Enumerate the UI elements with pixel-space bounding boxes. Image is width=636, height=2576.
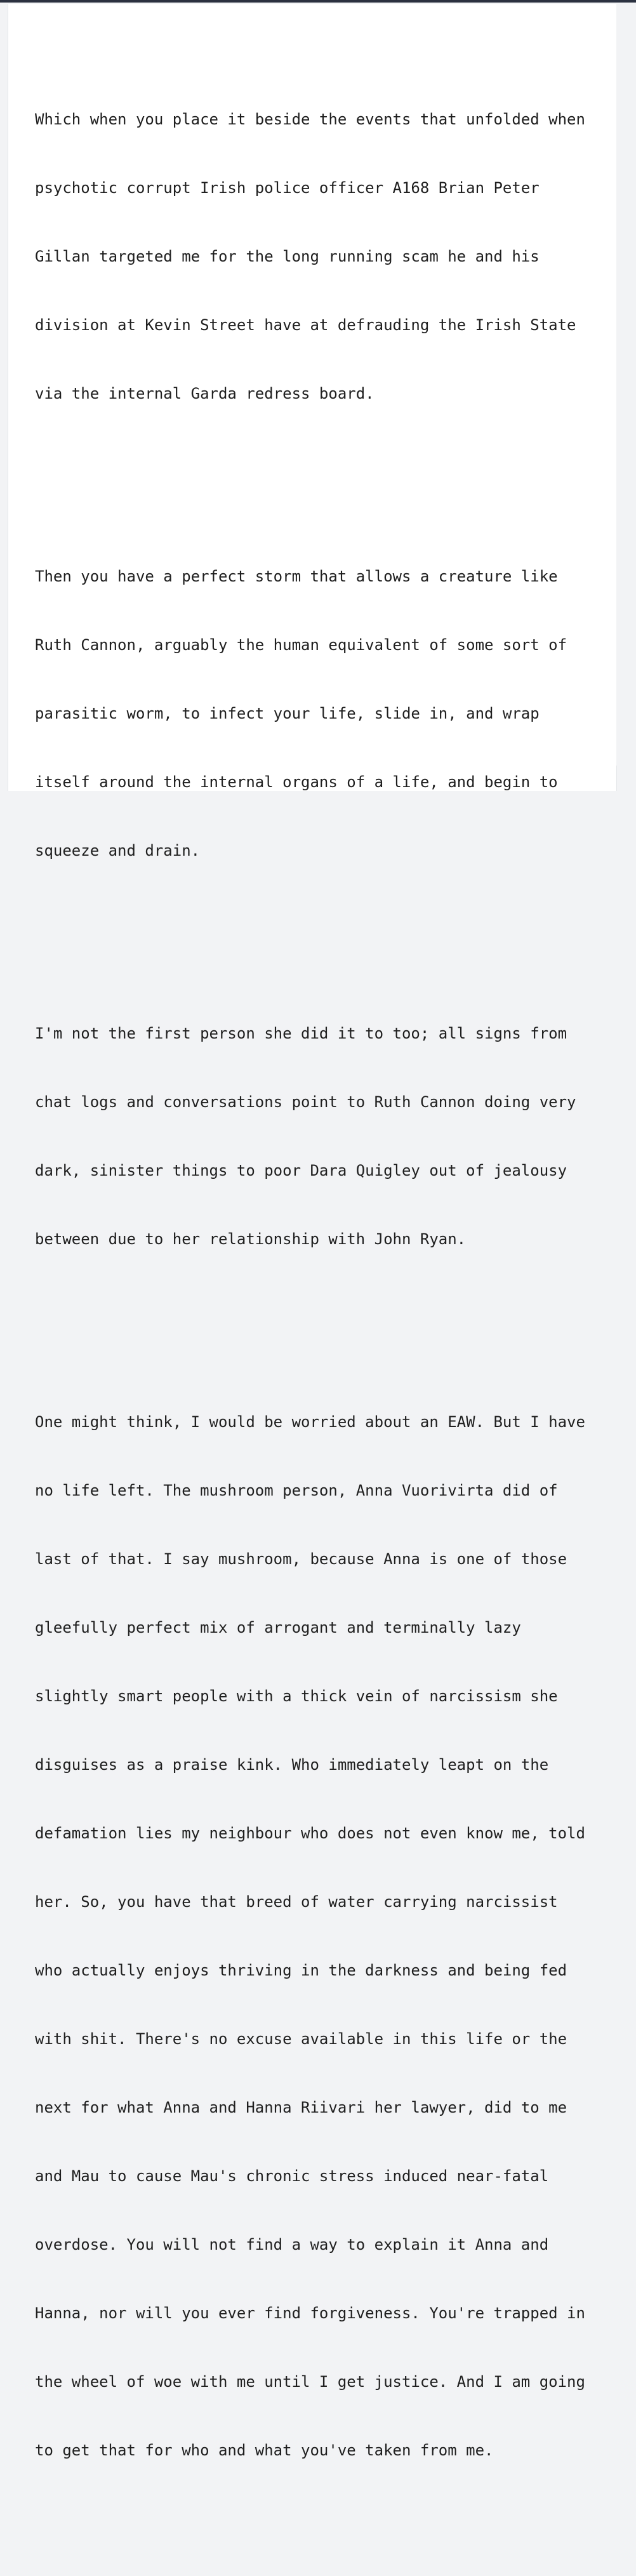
text-line: I'm not the first person she did it to too; all signs from xyxy=(35,1025,567,1042)
text-line: via the internal Garda redress board. xyxy=(35,385,374,402)
text-line: the wheel of woe with me until I get justice. And I am going xyxy=(35,2373,585,2391)
text-line: Then you have a perfect storm that allows a creature like xyxy=(35,568,558,585)
text-line: defamation lies my neighbour who does not even know me, told xyxy=(35,1824,585,1842)
text-line: parasitic worm, to infect your life, slide in, and wrap xyxy=(35,705,540,722)
text-line: next for what Anna and Hanna Riivari her lawyer, did to me xyxy=(35,2099,567,2116)
text-line: Hanna, nor will you ever find forgiveness. You're trapped in xyxy=(35,2304,585,2322)
text-line: no life left. The mushroom person, Anna Vuorivirta did of xyxy=(35,1482,558,1499)
text-line: with shit. There's no excuse available in this life or the xyxy=(35,2030,567,2048)
paragraph-1 xyxy=(35,62,606,451)
text-line: chat logs and conversations point to Ruth Cannon doing very xyxy=(35,1093,576,1111)
scrollbar-track[interactable] xyxy=(616,4,636,766)
text-line: itself around the internal organs of a life, and begin to xyxy=(35,773,558,791)
text-line: and Mau to cause Mau's chronic stress induced near-fatal xyxy=(35,2167,549,2185)
text-line: Gillan targeted me for the long running scam he and his xyxy=(35,248,540,265)
text-line: between due to her relationship with John Ryan. xyxy=(35,1230,467,1248)
top-bar xyxy=(0,0,636,3)
text-line: overdose. You will not find a way to explain it Anna and xyxy=(35,2236,549,2254)
text-line: slightly smart people with a thick vein of narcissism she xyxy=(35,1687,558,1705)
document-panel xyxy=(8,4,617,2459)
document-text xyxy=(35,17,606,2576)
text-line: Which when you place it beside the events that unfolded when xyxy=(35,110,585,128)
text-line: last of that. I say mushroom, because Anna is one of those xyxy=(35,1550,567,1568)
text-line: dark, sinister things to poor Dara Quigley out of jealousy xyxy=(35,1162,567,1179)
text-line: gleefully perfect mix of arrogant and terminally lazy xyxy=(35,1619,521,1637)
text-line: Ruth Cannon, arguably the human equivalent of some sort of xyxy=(35,636,567,654)
paragraph-2 xyxy=(35,519,606,908)
paragraph-3 xyxy=(35,976,606,1296)
text-line: to get that for who and what you've taken from me. xyxy=(35,2441,494,2459)
text-line: One might think, I would be worried about an EAW. But I have xyxy=(35,1413,585,1431)
text-line: squeeze and drain. xyxy=(35,842,201,860)
text-line: disguises as a praise kink. Who immediately leapt on the xyxy=(35,1756,549,1774)
text-line: who actually enjoys thriving in the darkness and being fed xyxy=(35,1962,567,1979)
text-line: her. So, you have that breed of water carrying narcissist xyxy=(35,1893,558,1911)
text-line: psychotic corrupt Irish police officer A168 Brian Peter xyxy=(35,179,540,197)
text-line: division at Kevin Street have at defrauding the Irish State xyxy=(35,316,576,334)
paragraph-4 xyxy=(35,1365,606,2507)
